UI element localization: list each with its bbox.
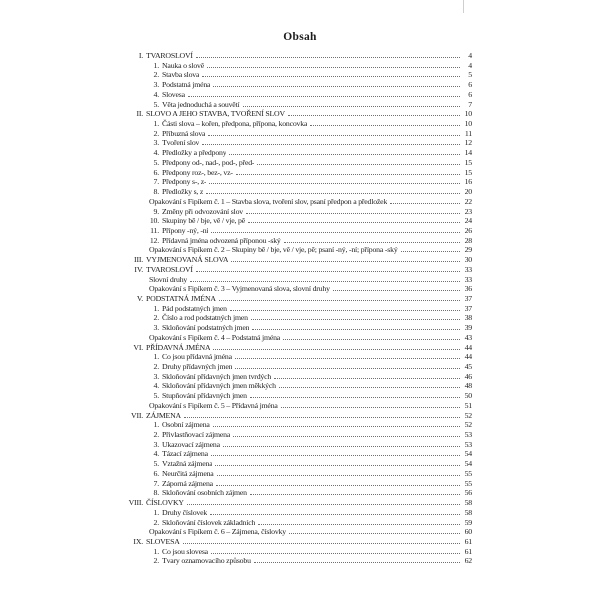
dot-leader bbox=[217, 468, 460, 476]
toc-entry-label: SLOVESA bbox=[146, 536, 180, 546]
dot-leader bbox=[196, 50, 460, 58]
toc-entry-page: 46 bbox=[464, 371, 472, 381]
toc-entry-page: 26 bbox=[464, 225, 472, 235]
toc-entry-page: 4 bbox=[468, 60, 472, 70]
toc-entry bbox=[110, 225, 472, 235]
dot-leader bbox=[211, 225, 460, 233]
toc-entry-number: IV. bbox=[134, 264, 143, 274]
toc-entry-number: 2. bbox=[153, 70, 159, 80]
dot-leader bbox=[246, 206, 460, 214]
toc-entry-label: Opakování s Fipíkem č. 1 – Stavba slova, tvoření slov, psaní předpon a předložek bbox=[149, 196, 388, 206]
toc-entry-label: Stupňování přídavných jmen bbox=[162, 391, 247, 401]
dot-leader bbox=[223, 439, 460, 447]
dot-leader bbox=[257, 157, 460, 165]
toc-entry-label: Věta jednoduchá a souvětí bbox=[162, 99, 240, 109]
toc-entry-number: 3. bbox=[153, 323, 159, 333]
toc-entry bbox=[110, 235, 472, 245]
toc-entry-label: Opakování s Fipíkem č. 4 – Podstatná jména bbox=[149, 332, 281, 342]
dot-leader bbox=[184, 410, 460, 418]
toc-entry-number: 4. bbox=[153, 449, 159, 459]
dot-leader bbox=[279, 380, 460, 388]
toc-entry-label: Příbuzná slova bbox=[162, 128, 206, 138]
toc-entry-number: I. bbox=[138, 51, 143, 60]
toc-entry-label: Co jsou přídavná jména bbox=[162, 352, 232, 362]
dot-leader bbox=[250, 487, 460, 495]
toc-entry-number: 4. bbox=[153, 148, 159, 158]
toc-entry bbox=[110, 390, 472, 400]
toc-entry bbox=[110, 468, 472, 478]
toc-entry bbox=[110, 361, 472, 371]
dot-leader bbox=[231, 254, 460, 262]
page-title: Obsah bbox=[283, 31, 317, 43]
dot-leader bbox=[211, 546, 460, 554]
toc-entry-number: VII. bbox=[131, 410, 143, 420]
toc-entry-page: 30 bbox=[464, 255, 472, 265]
dot-leader bbox=[390, 196, 460, 204]
toc-entry-page: 7 bbox=[468, 99, 472, 109]
toc-entry-number: 7. bbox=[153, 478, 159, 488]
dot-leader bbox=[219, 293, 460, 301]
dot-leader bbox=[254, 555, 460, 563]
toc-entry bbox=[110, 108, 472, 118]
toc-entry bbox=[110, 312, 472, 322]
toc-entry bbox=[110, 244, 472, 254]
toc-entry bbox=[110, 429, 472, 439]
dot-leader bbox=[243, 99, 461, 107]
toc-entry-page: 22 bbox=[464, 196, 472, 206]
toc-entry bbox=[110, 478, 472, 488]
toc-entry-label: ZÁJMENA bbox=[146, 410, 181, 420]
toc-entry-number: III. bbox=[134, 255, 143, 265]
toc-entry bbox=[110, 264, 472, 274]
toc-entry bbox=[110, 458, 472, 468]
toc-entry-label: Skupiny bě / bje, vě / vje, pě bbox=[162, 216, 245, 226]
toc-entry-page: 59 bbox=[464, 517, 472, 527]
toc-entry bbox=[110, 118, 472, 128]
toc-entry bbox=[110, 351, 472, 361]
dot-leader bbox=[207, 60, 460, 68]
toc-entry bbox=[110, 283, 472, 293]
table-of-contents bbox=[110, 50, 472, 565]
toc-entry-page: 14 bbox=[464, 148, 472, 158]
toc-entry-page: 37 bbox=[464, 293, 472, 303]
toc-entry bbox=[110, 507, 472, 517]
toc-entry-page: 33 bbox=[464, 264, 472, 274]
toc-entry bbox=[110, 89, 472, 99]
dot-leader bbox=[213, 342, 460, 350]
toc-entry bbox=[110, 50, 472, 60]
toc-entry bbox=[110, 293, 472, 303]
toc-entry-page: 52 bbox=[464, 410, 472, 420]
dot-leader bbox=[216, 478, 460, 486]
toc-entry-number: 10. bbox=[149, 216, 159, 226]
dot-leader bbox=[215, 458, 460, 466]
toc-entry-number: VIII. bbox=[128, 498, 143, 508]
toc-entry bbox=[110, 410, 472, 420]
toc-entry-page: 5 bbox=[468, 70, 472, 80]
toc-entry-label: Co jsou slovesa bbox=[162, 546, 208, 556]
toc-entry-label: Opakování s Fipíkem č. 5 – Přídavná jména bbox=[149, 400, 278, 410]
toc-entry-page: 4 bbox=[468, 51, 472, 60]
toc-entry-page: 58 bbox=[464, 507, 472, 517]
dot-leader bbox=[274, 371, 460, 379]
toc-entry-page: 29 bbox=[464, 245, 472, 255]
dot-leader bbox=[289, 526, 460, 534]
toc-entry-label: Záporná zájmena bbox=[162, 478, 213, 488]
toc-entry-number: 6. bbox=[153, 468, 159, 478]
dot-leader bbox=[187, 497, 460, 505]
toc-entry-page: 15 bbox=[464, 167, 472, 177]
toc-entry-number: 2. bbox=[153, 556, 159, 566]
toc-entry-page: 6 bbox=[468, 89, 472, 99]
toc-entry-page: 12 bbox=[464, 138, 472, 148]
toc-entry-page: 54 bbox=[464, 459, 472, 469]
toc-entry-page: 61 bbox=[464, 536, 472, 546]
toc-entry-page: 44 bbox=[464, 342, 472, 352]
toc-entry-label: TVAROSLOVÍ bbox=[146, 51, 193, 60]
toc-entry-label: Předpony s-, z- bbox=[162, 177, 207, 187]
dot-leader bbox=[211, 448, 460, 456]
toc-entry-page: 38 bbox=[464, 313, 472, 323]
toc-entry-page: 33 bbox=[464, 274, 472, 284]
toc-entry bbox=[110, 147, 472, 157]
dot-leader bbox=[190, 274, 460, 282]
toc-entry-label: Předpony od-, nad-, pod-, před- bbox=[162, 157, 255, 167]
toc-entry-number: VI. bbox=[133, 342, 143, 352]
toc-entry-page: 44 bbox=[464, 352, 472, 362]
toc-entry bbox=[110, 342, 472, 352]
toc-entry-page: 60 bbox=[464, 527, 472, 537]
toc-entry-label: Pád podstatných jmen bbox=[162, 303, 227, 313]
toc-entry-label: Předložky a předpony bbox=[162, 148, 227, 158]
dot-leader bbox=[252, 322, 460, 330]
toc-entry bbox=[110, 128, 472, 138]
toc-entry-number: 4. bbox=[153, 381, 159, 391]
toc-entry-number: 1. bbox=[153, 507, 159, 517]
toc-entry-number: 3. bbox=[153, 371, 159, 381]
toc-entry bbox=[110, 332, 472, 342]
dot-leader bbox=[229, 147, 460, 155]
dot-leader bbox=[196, 264, 460, 272]
toc-entry-page: 16 bbox=[464, 177, 472, 187]
toc-entry-label: Stavba slova bbox=[162, 70, 200, 80]
toc-entry-page: 50 bbox=[464, 391, 472, 401]
toc-entry-label: Předpony roz-, bez-, vz- bbox=[162, 167, 233, 177]
toc-entry-label: Opakování s Fipíkem č. 3 – Vyjmenovaná slova, slovní druhy bbox=[149, 284, 330, 294]
dot-leader bbox=[202, 137, 460, 145]
toc-entry-number: 4. bbox=[153, 89, 159, 99]
toc-entry-page: 20 bbox=[464, 187, 472, 197]
dot-leader bbox=[310, 118, 460, 126]
toc-entry bbox=[110, 196, 472, 206]
toc-entry-page: 23 bbox=[464, 206, 472, 216]
toc-entry bbox=[110, 536, 472, 546]
toc-entry-page: 15 bbox=[464, 157, 472, 167]
toc-entry-number: 1. bbox=[153, 546, 159, 556]
dot-leader bbox=[281, 400, 460, 408]
toc-entry bbox=[110, 371, 472, 381]
toc-entry bbox=[110, 206, 472, 216]
toc-entry-number: 2. bbox=[153, 430, 159, 440]
toc-entry-label: Tvary oznamovacího způsobu bbox=[162, 556, 251, 566]
toc-entry-page: 61 bbox=[464, 546, 472, 556]
toc-entry-page: 45 bbox=[464, 362, 472, 371]
toc-entry-label: Skloňování přídavných jmen tvrdých bbox=[162, 371, 272, 381]
toc-entry-label: Osobní zájmena bbox=[162, 420, 210, 430]
toc-entry-label: Předložky s, z bbox=[162, 187, 204, 197]
toc-entry-label: Přídavná jména odvozená příponou -ský bbox=[162, 235, 281, 245]
toc-entry-number: 9. bbox=[153, 206, 159, 216]
toc-entry-label: Číslo a rod podstatných jmen bbox=[162, 313, 248, 323]
toc-entry bbox=[110, 254, 472, 264]
toc-entry-page: 24 bbox=[464, 216, 472, 226]
toc-entry bbox=[110, 60, 472, 70]
dot-leader bbox=[213, 419, 460, 427]
toc-entry-number: 5. bbox=[153, 157, 159, 167]
toc-entry bbox=[110, 99, 472, 109]
toc-entry bbox=[110, 526, 472, 536]
toc-entry-page: 36 bbox=[464, 284, 472, 294]
toc-entry-label: Slovesa bbox=[162, 89, 185, 99]
dot-leader bbox=[206, 186, 460, 194]
toc-entry bbox=[110, 546, 472, 556]
toc-entry-number: 7. bbox=[153, 177, 159, 187]
toc-entry bbox=[110, 215, 472, 225]
toc-entry-page: 55 bbox=[464, 478, 472, 488]
toc-entry bbox=[110, 400, 472, 410]
toc-entry-page: 10 bbox=[464, 109, 472, 119]
toc-entry bbox=[110, 487, 472, 497]
toc-entry-label: SLOVO A JEHO STAVBA, TVOŘENÍ SLOV bbox=[146, 109, 285, 119]
toc-entry-label: Skloňování číslovek základních bbox=[162, 517, 256, 527]
toc-entry-label: Podstatná jména bbox=[162, 80, 211, 90]
dot-leader bbox=[401, 244, 460, 252]
toc-entry-page: 39 bbox=[464, 323, 472, 333]
dot-leader bbox=[250, 390, 460, 398]
toc-entry-number: 12. bbox=[149, 235, 159, 245]
toc-entry bbox=[110, 176, 472, 186]
dot-leader bbox=[230, 303, 460, 311]
toc-entry-number: 8. bbox=[153, 187, 159, 197]
dot-leader bbox=[236, 167, 460, 175]
toc-entry-page: 52 bbox=[464, 420, 472, 430]
dot-leader bbox=[208, 128, 460, 136]
toc-entry-number: 1. bbox=[153, 60, 159, 70]
toc-entry bbox=[110, 79, 472, 89]
toc-entry-label: Skloňování přídavných jmen měkkých bbox=[162, 381, 276, 391]
toc-entry-label: PŘÍDAVNÁ JMÉNA bbox=[146, 342, 211, 352]
dot-leader bbox=[258, 517, 460, 525]
toc-entry-label: Druhy přídavných jmen bbox=[162, 362, 233, 371]
toc-entry-label: Skloňování podstatných jmen bbox=[162, 323, 250, 333]
toc-entry-page: 10 bbox=[464, 119, 472, 129]
dot-leader bbox=[283, 332, 460, 340]
toc-entry-page: 11 bbox=[464, 128, 472, 138]
toc-entry bbox=[110, 439, 472, 449]
toc-entry-number: 8. bbox=[153, 488, 159, 498]
toc-entry-page: 53 bbox=[464, 430, 472, 440]
toc-entry-page: 48 bbox=[464, 381, 472, 391]
toc-entry-number: II. bbox=[136, 109, 143, 119]
toc-entry-number: 1. bbox=[153, 303, 159, 313]
toc-entry-page: 56 bbox=[464, 488, 472, 498]
toc-entry-label: ČÍSLOVKY bbox=[146, 498, 184, 508]
toc-entry-label: Ukazovací zájmena bbox=[162, 439, 220, 449]
dot-leader bbox=[188, 89, 460, 97]
toc-entry-label: Nauka o slově bbox=[162, 60, 205, 70]
toc-entry bbox=[110, 517, 472, 527]
dot-leader bbox=[202, 69, 460, 77]
toc-entry-page: 58 bbox=[464, 498, 472, 508]
dot-leader bbox=[235, 351, 460, 359]
toc-entry-page: 55 bbox=[464, 468, 472, 478]
toc-entry-page: 43 bbox=[464, 332, 472, 342]
toc-entry-number: V. bbox=[136, 293, 143, 303]
toc-entry-number: 5. bbox=[153, 99, 159, 109]
toc-entry-label: PODSTATNÁ JMÉNA bbox=[146, 293, 216, 303]
toc-entry-label: Opakování s Fipíkem č. 6 – Zájmena, číslovky bbox=[149, 527, 286, 537]
toc-entry-label: Vztažná zájmena bbox=[162, 459, 213, 469]
dot-leader bbox=[248, 215, 460, 223]
toc-entry-page: 53 bbox=[464, 439, 472, 449]
toc-entry-number: 3. bbox=[153, 80, 159, 90]
toc-entry-number: 2. bbox=[153, 362, 159, 371]
toc-entry bbox=[110, 322, 472, 332]
dot-leader bbox=[284, 235, 460, 243]
toc-entry-label: Tvoření slov bbox=[162, 138, 200, 148]
toc-entry-label: Změny při odvozování slov bbox=[162, 206, 243, 216]
toc-entry bbox=[110, 167, 472, 177]
dot-leader bbox=[333, 283, 460, 291]
toc-entry-label: TVAROSLOVÍ bbox=[146, 264, 193, 274]
toc-entry-label: Slovní druhy bbox=[149, 274, 188, 284]
toc-entry-number: 5. bbox=[153, 391, 159, 401]
toc-entry-label: Části slova – kořen, předpona, přípona, koncovka bbox=[162, 119, 308, 129]
toc-entry-label: Druhy číslovek bbox=[162, 507, 208, 517]
toc-entry-page: 62 bbox=[464, 556, 472, 566]
dot-leader bbox=[183, 536, 460, 544]
toc-entry-page: 54 bbox=[464, 449, 472, 459]
toc-entry-label: Neurčitá zájmena bbox=[162, 468, 214, 478]
toc-entry bbox=[110, 274, 472, 284]
toc-entry-number: 11. bbox=[150, 225, 159, 235]
toc-entry-number: 1. bbox=[153, 352, 159, 362]
toc-entry bbox=[110, 157, 472, 167]
toc-entry-page: 6 bbox=[468, 80, 472, 90]
toc-entry-number: 2. bbox=[153, 313, 159, 323]
toc-entry-label: Skloňování osobních zájmen bbox=[162, 488, 247, 498]
dot-leader bbox=[213, 79, 460, 87]
toc-entry-page: 28 bbox=[464, 235, 472, 245]
toc-entry bbox=[110, 137, 472, 147]
toc-entry-label: Přípony -ný, -ní bbox=[162, 225, 209, 235]
toc-entry-number: 2. bbox=[153, 128, 159, 138]
toc-entry bbox=[110, 380, 472, 390]
toc-entry bbox=[110, 186, 472, 196]
toc-entry-label: Tázací zájmena bbox=[162, 449, 208, 459]
toc-entry-number: 5. bbox=[153, 459, 159, 469]
toc-entry-number: 1. bbox=[153, 420, 159, 430]
toc-entry bbox=[110, 303, 472, 313]
dot-leader bbox=[251, 312, 460, 320]
toc-entry-number: 1. bbox=[153, 119, 159, 129]
toc-entry bbox=[110, 497, 472, 507]
toc-entry-number: 3. bbox=[153, 138, 159, 148]
scan-artifact-line bbox=[463, 0, 464, 13]
toc-entry bbox=[110, 448, 472, 458]
dot-leader bbox=[235, 361, 460, 369]
dot-leader bbox=[233, 429, 460, 437]
dot-leader bbox=[210, 507, 460, 515]
toc-entry-label: Přivlastňovací zájmena bbox=[162, 430, 231, 440]
toc-entry-number: 3. bbox=[153, 439, 159, 449]
toc-entry bbox=[110, 69, 472, 79]
toc-entry-number: IX. bbox=[133, 536, 143, 546]
toc-entry-page: 51 bbox=[464, 400, 472, 410]
toc-entry-number: 6. bbox=[153, 167, 159, 177]
toc-entry bbox=[110, 555, 472, 565]
toc-entry-label: VYJMENOVANÁ SLOVA bbox=[146, 255, 229, 265]
toc-entry-number: 2. bbox=[153, 517, 159, 527]
toc-entry bbox=[110, 419, 472, 429]
toc-entry-page: 37 bbox=[464, 303, 472, 313]
dot-leader bbox=[288, 108, 460, 116]
toc-entry-label: Opakování s Fipíkem č. 2 – Skupiny bě / bje, vě / vje, pě; psaní -ný, -ní; přípona -ský bbox=[149, 245, 398, 255]
dot-leader bbox=[209, 176, 460, 184]
